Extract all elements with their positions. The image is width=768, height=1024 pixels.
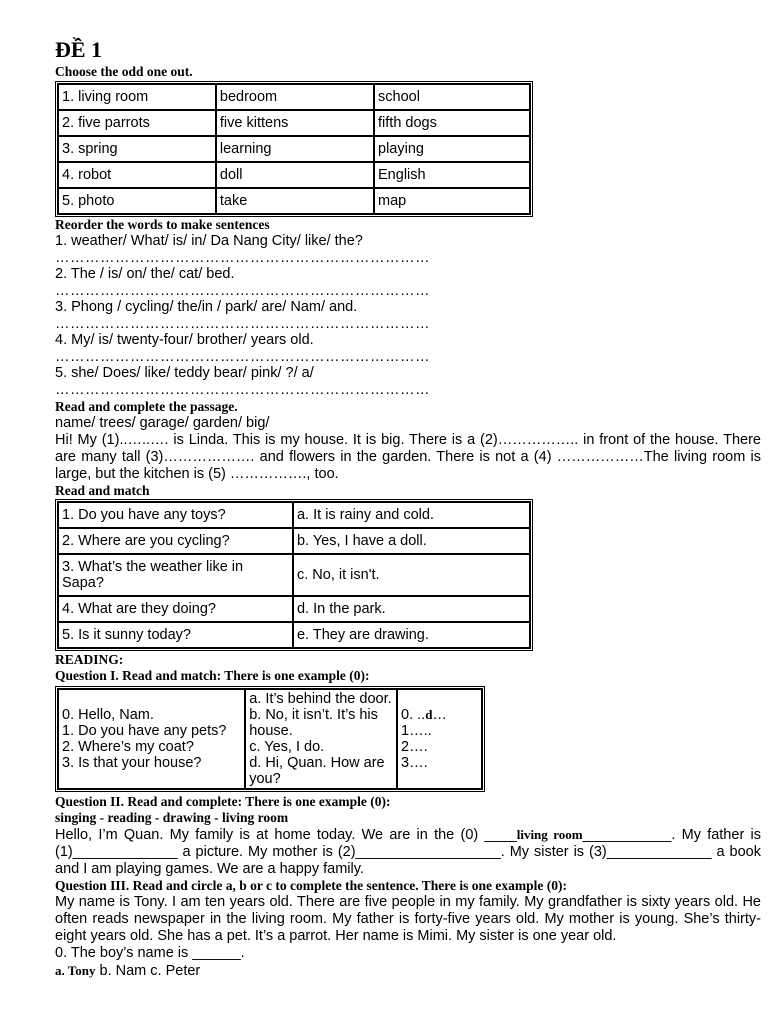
match-answer: a. It is rainy and cold. [293,502,530,528]
reorder-list [55,233,761,398]
q1-response: c. Yes, I do. [249,739,325,755]
q2-heading: Question II. Read and complete: There is one example (0): [55,794,391,809]
q1-question: 3. Is that your house? [62,755,202,771]
q1-question: 1. Do you have any pets? [62,723,227,739]
section2-heading: Reorder the words to make sentences [55,217,270,232]
odd-one-out-cell: 4. robot [58,162,216,188]
odd-one-out-row [58,136,530,162]
odd-one-out-cell: English [374,162,530,188]
section1-heading: Choose the odd one out. [55,64,193,79]
q1-answers-cell [397,689,482,789]
odd-one-out-cell: bedroom [216,84,374,110]
match-question: 4. What are they doing? [58,596,293,622]
odd-one-out-cell: school [374,84,530,110]
odd-one-out-row [58,162,530,188]
q1-responses-cell [245,689,397,789]
match-row [58,502,530,528]
match-question: 1. Do you have any toys? [58,502,293,528]
q1-question: 0. Hello, Nam. [62,707,154,723]
q3-heading: Question III. Read and circle a, b or c to complete the sentence. There is one example (0): [55,878,567,893]
q1-heading: Question I. Read and match: There is one example (0): [55,668,370,683]
q1-questions-cell [58,689,245,789]
match-question: 5. Is it sunny today? [58,622,293,648]
q1-response: a. It’s behind the door. [249,691,392,707]
section3-heading: Read and complete the passage. [55,399,238,414]
odd-one-out-cell: 3. spring [58,136,216,162]
match-row [58,528,530,554]
worksheet [55,36,761,980]
reorder-item: 3. Phong / cycling/ the/in / park/ are/ Nam/ and. [55,299,358,315]
match-answer: d. In the park. [293,596,530,622]
odd-one-out-cell: five kittens [216,110,374,136]
q3-passage: My name is Tony. I am ten years old. There are five people in my family. My grandfather is sixty years old. He often reads newspaper in the living room. My father is forty-five years old. My mother is young. She’s thirty-eight years old. She has a pet. It’s a parrot. Her name is Mimi. My sister is one year old. [55,894,761,944]
odd-one-out-cell: take [216,188,374,214]
q2-passage: Hello, I’m Quan. My family is at home today. We are in the (0) ____living room___________. My father is (1)_____________ a picture. My mother is (2)__________________. My sister is (3)_____________ a book and I am playing games. We are a happy family. [55,827,761,877]
odd-one-out-cell: playing [374,136,530,162]
q3-options [55,962,761,980]
q2-example-answer: living room [516,827,583,842]
odd-one-out-row [58,110,530,136]
odd-one-out-cell: learning [216,136,374,162]
match-row [58,622,530,648]
answer-line: ………………………………………………………………… [55,250,430,266]
q1-answer-2: 2…. [401,739,428,755]
match-question: 3. What’s the weather like in Sapa? [58,554,293,596]
odd-one-out-row [58,84,530,110]
match-row [58,554,530,596]
odd-one-out-cell: 1. living room [58,84,216,110]
q1-table [55,686,485,792]
odd-one-out-table [55,81,533,217]
q1-response: d. Hi, Quan. How are you? [249,755,385,787]
reorder-item: 5. she/ Does/ like/ teddy bear/ pink/ ?/ a/ [55,365,314,381]
answer-line: ………………………………………………………………… [55,349,430,365]
odd-one-out-cell: doll [216,162,374,188]
word-bank: name/ trees/ garage/ garden/ big/ [55,415,270,431]
reorder-item: 4. My/ is/ twenty-four/ brother/ years old. [55,332,314,348]
match-answer: b. Yes, I have a doll. [293,528,530,554]
q1-question: 2. Where’s my coat? [62,739,194,755]
match-answer: c. No, it isn't. [293,554,530,596]
q3-option-rest: b. Nam c. Peter [95,963,201,979]
worksheet-title: ĐỀ 1 [55,37,103,62]
answer-line: ………………………………………………………………… [55,382,430,398]
answer-line: ………………………………………………………………… [55,316,430,332]
odd-one-out-row [58,188,530,214]
odd-one-out-cell: 5. photo [58,188,216,214]
q1-answer-0: 0. ..d… [401,707,447,723]
odd-one-out-cell: map [374,188,530,214]
match-question: 2. Where are you cycling? [58,528,293,554]
match-table [55,499,533,651]
q2-word-bank: singing - reading - drawing - living room [55,810,289,825]
match-answer: e. They are drawing. [293,622,530,648]
q1-response: b. No, it isn’t. It’s his house. [249,707,378,739]
answer-line: ………………………………………………………………… [55,283,430,299]
reorder-item: 2. The / is/ on/ the/ cat/ bed. [55,266,235,282]
q1-answer-1: 1….. [401,723,432,739]
odd-one-out-cell: fifth dogs [374,110,530,136]
reading-heading: READING: [55,652,124,667]
q3-example: 0. The boy’s name is ______. [55,945,245,961]
reorder-item: 1. weather/ What/ is/ in/ Da Nang City/ like/ the? [55,233,363,249]
match-row [58,596,530,622]
passage: Hi! My (1)..…..…. is Linda. This is my house. It is big. There is a (2)…………….. in front of the house. There are many tall (3)………………. and flowers in the garden. There is not a (4) ………………The living room is large, but the kitchen is (5) ……………., too. [55,432,761,482]
odd-one-out-cell: 2. five parrots [58,110,216,136]
q1-answer-3: 3…. [401,755,428,771]
q1-answer-0-value: d [425,707,433,722]
section4-heading: Read and match [55,483,150,498]
q3-option-a: a. Tony [55,963,96,978]
